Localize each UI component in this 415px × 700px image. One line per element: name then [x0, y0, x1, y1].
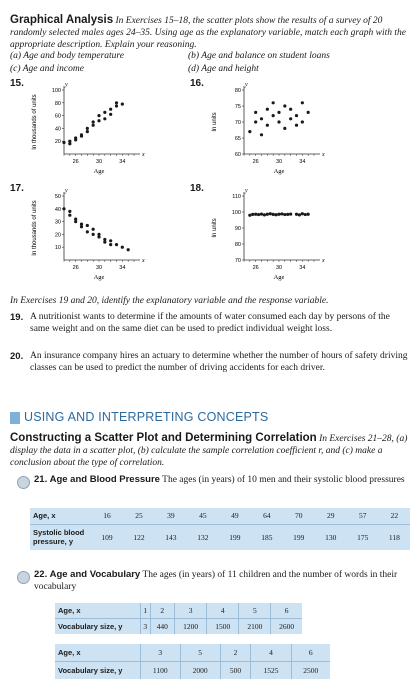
cell: 199 [219, 524, 251, 550]
y-tick-label: 100 [231, 210, 241, 216]
x-axis-label: Age [93, 168, 105, 175]
y-axis-letter: y [65, 188, 68, 194]
data-point [103, 111, 106, 114]
cell: 199 [283, 524, 315, 550]
data-point [263, 213, 266, 216]
data-point [277, 213, 280, 216]
y-axis-letter: y [245, 82, 248, 88]
cell: 1 [141, 603, 151, 618]
y-tick-label: 40 [54, 126, 61, 133]
data-point [121, 102, 124, 105]
cell: 3 [175, 603, 207, 618]
data-point [301, 120, 304, 123]
y-axis-letter: y [65, 82, 68, 88]
exercise-text: The ages (in years) of 11 children and the number of words in their vocabulary [34, 570, 398, 592]
data-point [62, 141, 65, 144]
data-point [254, 213, 257, 216]
data-point [307, 213, 310, 216]
cell: 6 [291, 644, 330, 661]
data-point [86, 230, 89, 233]
section-marker [10, 412, 20, 424]
cell: 22 [379, 508, 410, 524]
data-point [260, 133, 263, 136]
exercise-22 [34, 569, 408, 593]
exercise-intro: In Exercises 19 and 20, identify the explanatory variable and the response variable. [10, 296, 329, 306]
data-point [260, 212, 263, 215]
y-tick-label: 30 [54, 219, 61, 226]
row-header: Age, x [30, 508, 91, 524]
y-tick-label: 80 [234, 88, 241, 94]
cell: 3 [141, 644, 181, 661]
cell: 5 [180, 644, 220, 661]
data-point [289, 212, 292, 215]
subsection-text: In Exercises 21–28, (a) display the data in a scatter plot, (b) calculate the sample correlation coefficient r, and (c) make a conclusion about the type of correlation. [10, 434, 408, 468]
table-row [55, 603, 302, 618]
cell: 440 [150, 618, 175, 634]
data-point [68, 210, 71, 213]
cell: 118 [379, 524, 410, 550]
cell: 2 [220, 644, 251, 661]
data-point [286, 213, 289, 216]
exercise-icon [17, 571, 30, 584]
row-header: Systolic blood pressure, y [30, 524, 91, 550]
table-row [30, 524, 410, 550]
cell: 2600 [271, 618, 302, 634]
cell: 49 [219, 508, 251, 524]
y-tick-label: 60 [54, 113, 61, 120]
data-point [115, 101, 118, 104]
exercise-21 [34, 474, 408, 486]
x-tick-label: 34 [299, 265, 306, 271]
x-axis-letter: x [322, 258, 325, 264]
data-point [92, 228, 95, 231]
cell: 29 [315, 508, 347, 524]
data-point [80, 225, 83, 228]
x-axis-letter: x [322, 152, 325, 158]
data-point [68, 142, 71, 145]
y-tick-label: 20 [54, 232, 61, 239]
x-tick-label: 30 [95, 265, 103, 271]
scatter-plot-16 [210, 82, 330, 182]
section-title: USING AND INTERPRETING CONCEPTS [24, 410, 269, 424]
data-point [272, 101, 275, 104]
y-tick-label: 80 [54, 100, 61, 107]
cell: 3 [141, 618, 151, 634]
data-point [260, 117, 263, 120]
x-tick-label: 34 [299, 159, 306, 165]
x-tick-label: 26 [72, 159, 79, 165]
exercise-number: 20. [10, 351, 24, 362]
data-point [109, 108, 112, 111]
data-point [115, 104, 118, 107]
y-tick-label: 100 [51, 88, 61, 94]
data-point [289, 108, 292, 111]
y-tick-label: 70 [234, 258, 241, 264]
cell: 2 [150, 603, 175, 618]
scatter-plot-17 [30, 188, 150, 288]
data-point [97, 119, 100, 122]
x-axis-label: Age [273, 274, 285, 281]
data-point [86, 127, 89, 130]
data-point [86, 130, 89, 133]
data-point [80, 133, 83, 136]
cell: 109 [91, 524, 123, 550]
plot-number: 18. [190, 183, 204, 194]
data-point [254, 111, 257, 114]
option-b: (b) Age and balance on student loans [188, 51, 330, 61]
data-point [280, 212, 283, 215]
data-point [266, 124, 269, 127]
y-tick-label: 50 [54, 194, 61, 200]
data-point [115, 243, 118, 246]
cell: 6 [271, 603, 302, 618]
data-point [295, 213, 298, 216]
data-point [274, 213, 277, 216]
table-row [55, 644, 330, 661]
cell: 1100 [141, 661, 181, 679]
y-tick-label: 20 [54, 139, 61, 146]
cell: 57 [347, 508, 379, 524]
x-tick-label: 26 [252, 265, 259, 271]
exercise-19-text: A nutritionist wants to determine if the amounts of water consumed each day by persons of the same weight and on the same diet can be used to predict individual weight loss. [30, 312, 390, 334]
exercise-number: 19. [10, 312, 24, 323]
instructions-text: In Exercises 15–18, the scatter plots show the results of a survey of 20 randomly selected males ages 24–35. Using age as the explanatory variable, match each graph with the appropriate description. Explain your reasoning. [10, 16, 407, 50]
data-point [68, 214, 71, 217]
exercise-title: Age and Vocabulary [49, 569, 141, 580]
x-axis-label: Age [93, 274, 105, 281]
data-point [92, 124, 95, 127]
cell: 64 [251, 508, 283, 524]
data-point [97, 114, 100, 117]
data-point [121, 246, 124, 249]
subsection-block [10, 432, 408, 469]
x-axis-label: Age [273, 168, 285, 175]
scatter-plot-15 [30, 82, 150, 182]
data-point [97, 233, 100, 236]
y-axis-label: In units [212, 112, 218, 132]
data-point [74, 220, 77, 223]
data-table-21 [30, 508, 410, 550]
data-point [304, 213, 307, 216]
data-point [109, 239, 112, 242]
option-a: (a) Age and body temperature [10, 51, 124, 61]
x-axis-letter: x [142, 258, 145, 264]
data-point [251, 213, 254, 216]
cell: 1200 [175, 618, 207, 634]
y-tick-label: 65 [234, 136, 241, 142]
y-axis-label: In thousands of units [32, 94, 38, 150]
x-tick-label: 34 [119, 159, 126, 165]
section-heading: Graphical Analysis [10, 14, 114, 26]
table-row [55, 661, 330, 679]
plot-number: 16. [190, 78, 204, 89]
plot-number: 17. [10, 183, 24, 194]
plot-number: 15. [10, 78, 24, 89]
data-point [127, 248, 130, 251]
data-point [283, 127, 286, 130]
cell: 2000 [180, 661, 220, 679]
data-point [92, 233, 95, 236]
instructions-block [10, 14, 408, 51]
cell: 175 [347, 524, 379, 550]
cell: 2100 [239, 618, 271, 634]
x-tick-label: 34 [119, 265, 126, 271]
data-point [248, 214, 251, 217]
cell: 70 [283, 508, 315, 524]
table-row [30, 508, 410, 524]
scatter-plot-18 [210, 188, 330, 288]
exercise-text: The ages (in years) of 10 men and their systolic blood pressures [162, 475, 405, 485]
data-point [62, 207, 65, 210]
data-point [295, 124, 298, 127]
data-point [109, 113, 112, 116]
data-point [301, 101, 304, 104]
x-tick-label: 26 [72, 265, 79, 271]
data-point [272, 213, 275, 216]
y-axis-label: In units [212, 218, 218, 238]
data-point [266, 213, 269, 216]
data-point [74, 138, 77, 141]
data-point [248, 130, 251, 133]
y-axis-letter: y [245, 188, 248, 194]
option-c: (c) Age and income [10, 64, 84, 74]
y-tick-label: 60 [234, 152, 241, 158]
x-tick-label: 30 [275, 159, 283, 165]
option-d: (d) Age and height [188, 64, 259, 74]
cell: 25 [123, 508, 155, 524]
x-axis-letter: x [142, 152, 145, 158]
exercise-number: 22. [34, 569, 48, 580]
subsection-title: Constructing a Scatter Plot and Determining Correlation [10, 432, 317, 444]
cell: 5 [239, 603, 271, 618]
exercise-title: Age and Blood Pressure [49, 474, 160, 485]
cell: 4 [207, 603, 239, 618]
y-tick-label: 110 [232, 194, 241, 200]
y-tick-label: 40 [54, 206, 61, 213]
cell: 130 [315, 524, 347, 550]
y-tick-label: 80 [234, 242, 241, 248]
x-tick-label: 26 [252, 159, 259, 165]
data-point [103, 240, 106, 243]
data-table-22b [55, 644, 330, 679]
cell: 122 [123, 524, 155, 550]
cell: 16 [91, 508, 123, 524]
data-point [269, 212, 272, 215]
data-point [307, 111, 310, 114]
cell: 143 [155, 524, 187, 550]
data-table-22a [55, 603, 302, 634]
row-header: Vocabulary size, y [55, 661, 141, 679]
data-point [295, 114, 298, 117]
row-header: Vocabulary size, y [55, 618, 141, 634]
data-point [283, 104, 286, 107]
cell: 1500 [207, 618, 239, 634]
cell: 39 [155, 508, 187, 524]
data-point [301, 212, 304, 215]
data-point [266, 108, 269, 111]
data-point [109, 243, 112, 246]
row-header: Age, x [55, 603, 141, 618]
x-tick-label: 30 [95, 159, 103, 165]
cell: 1525 [251, 661, 291, 679]
data-point [257, 213, 260, 216]
cell: 500 [220, 661, 251, 679]
exercise-icon [17, 476, 30, 489]
cell: 132 [187, 524, 219, 550]
data-point [277, 120, 280, 123]
y-tick-label: 90 [234, 226, 241, 232]
data-point [92, 120, 95, 123]
row-header: Age, x [55, 644, 141, 661]
exercise-number: 21. [34, 474, 48, 485]
data-point [86, 224, 89, 227]
y-tick-label: 70 [234, 120, 241, 126]
y-tick-label: 10 [54, 245, 61, 252]
data-point [289, 117, 292, 120]
y-tick-label: 75 [234, 104, 241, 110]
table-row [55, 618, 302, 634]
cell: 2500 [291, 661, 330, 679]
data-point [277, 111, 280, 114]
data-point [103, 117, 106, 120]
exercise-20-text: An insurance company hires an actuary to determine whether the number of hours of safety driving classes can be used to predict the number of driving accidents for each driver. [30, 351, 408, 373]
cell: 45 [187, 508, 219, 524]
cell: 185 [251, 524, 283, 550]
data-point [272, 114, 275, 117]
data-point [298, 213, 301, 216]
data-point [254, 120, 257, 123]
data-point [283, 213, 286, 216]
x-tick-label: 30 [275, 265, 283, 271]
y-axis-label: In thousands of units [32, 200, 38, 256]
cell: 4 [251, 644, 291, 661]
